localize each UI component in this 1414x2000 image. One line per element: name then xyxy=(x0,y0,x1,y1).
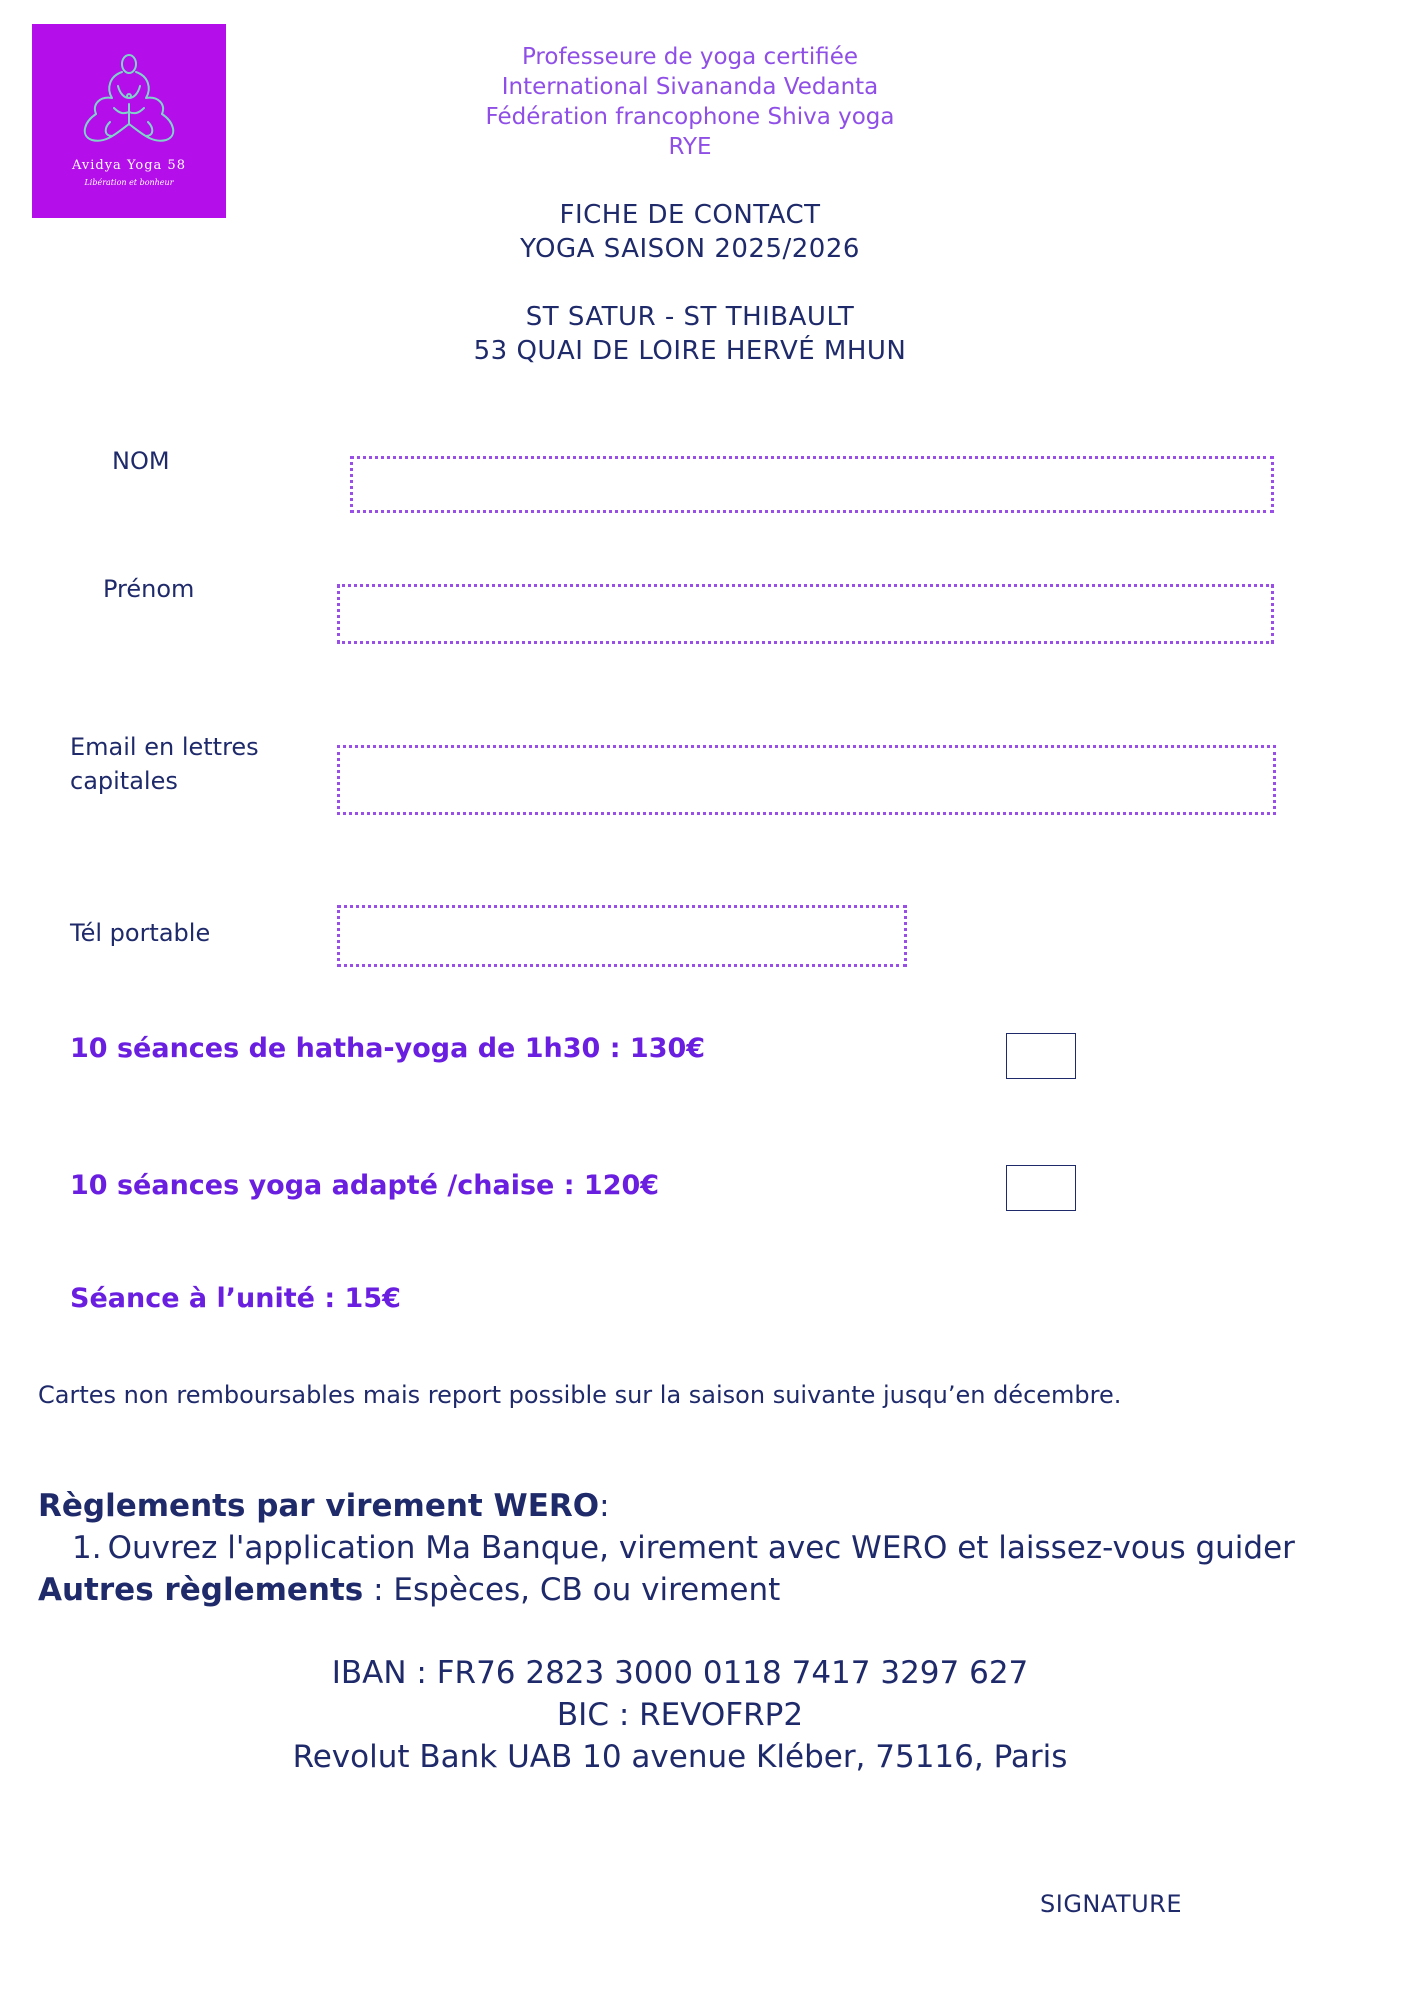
offer-hatha-label: 10 séances de hatha-yoga de 1h30 : 130€ xyxy=(70,1033,706,1064)
credential-line: RYE xyxy=(668,134,712,160)
email-field[interactable] xyxy=(337,745,1276,815)
title-line: FICHE DE CONTACT xyxy=(559,200,821,230)
credential-line: International Sivananda Vedanta xyxy=(501,74,879,100)
nom-label: NOM xyxy=(112,447,170,475)
other-text: : Espèces, CB ou virement xyxy=(363,1572,781,1608)
email-label xyxy=(70,730,259,798)
step-text: Ouvrez l'application Ma Banque, virement avec WERO et laissez-vous guider xyxy=(107,1530,1295,1566)
offer-hatha-checkbox[interactable] xyxy=(1006,1033,1076,1079)
credential-line: Professeure de yoga certifiée xyxy=(521,44,859,70)
wero-payment-heading xyxy=(38,1488,610,1524)
wero-title: Règlements par virement WERO xyxy=(38,1488,600,1524)
logo-tagline: Libération et bonheur xyxy=(84,178,174,187)
iban: IBAN : FR76 2823 3000 0118 7417 3297 627 xyxy=(331,1655,1029,1691)
meditating-figure-icon xyxy=(70,52,188,158)
nom-field[interactable] xyxy=(350,456,1274,513)
offer-adapte-checkbox[interactable] xyxy=(1006,1165,1076,1211)
bic: BIC : REVOFRP2 xyxy=(556,1697,804,1733)
bank-details xyxy=(230,1652,1130,1778)
location xyxy=(340,300,1040,368)
logo-name: Avidya Yoga 58 xyxy=(72,158,186,173)
bank-address: Revolut Bank UAB 10 avenue Kléber, 75116, Paris xyxy=(292,1739,1068,1775)
other-payment xyxy=(38,1572,780,1608)
wero-colon: : xyxy=(599,1488,610,1524)
wero-step xyxy=(72,1530,1295,1566)
email-label-line: capitales xyxy=(70,767,178,795)
credential-line: Fédération francophone Shiva yoga xyxy=(485,104,895,130)
tel-field[interactable] xyxy=(337,905,907,967)
title-line: YOGA SAISON 2025/2026 xyxy=(520,234,860,264)
step-number: 1. xyxy=(72,1530,102,1566)
offer-unite-label: Séance à l’unité : 15€ xyxy=(70,1283,401,1314)
other-title: Autres règlements xyxy=(38,1572,364,1608)
signature-label: SIGNATURE xyxy=(1040,1890,1182,1918)
prenom-field[interactable] xyxy=(337,584,1274,644)
email-label-line: Email en lettres xyxy=(70,733,259,761)
prenom-label: Prénom xyxy=(103,575,195,603)
refund-note: Cartes non remboursables mais report possible sur la saison suivante jusqu’en décembre. xyxy=(38,1381,1122,1409)
location-line: ST SATUR - ST THIBAULT xyxy=(525,302,855,332)
offer-adapte-label: 10 séances yoga adapté /chaise : 120€ xyxy=(70,1170,660,1201)
tel-label: Tél portable xyxy=(70,919,211,947)
teacher-credentials xyxy=(340,42,1040,162)
location-line: 53 QUAI DE LOIRE HERVÉ MHUN xyxy=(473,336,907,366)
brand-logo xyxy=(32,24,226,218)
form-title xyxy=(340,198,1040,266)
